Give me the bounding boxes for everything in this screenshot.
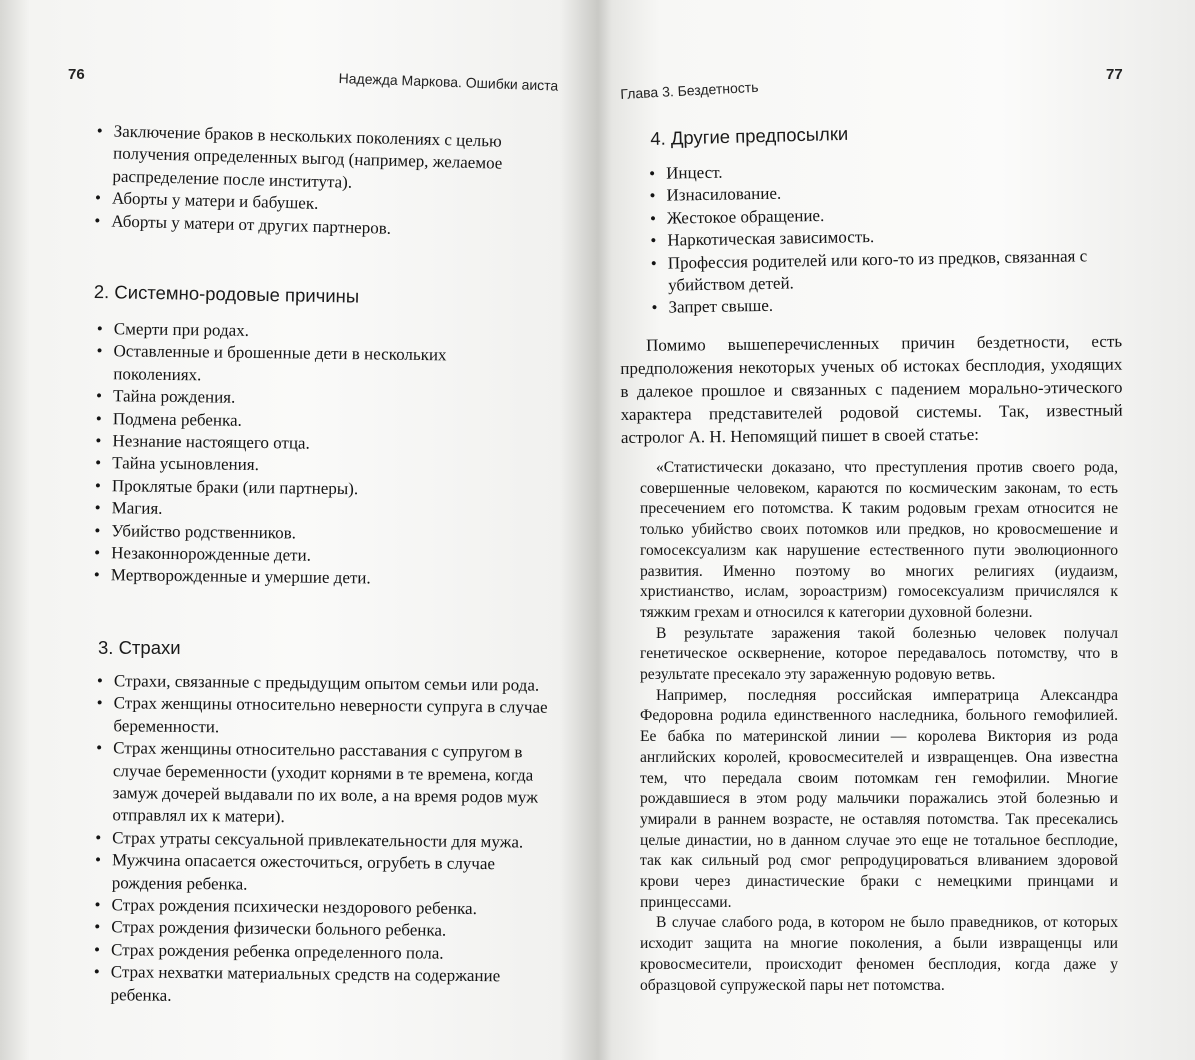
quote-paragraph: В результате заражения такой болезнью человек получал генетическое осквернение, которое передавалось потомству, что в результате пресекало эту зараженную родовую ветвь. [640,624,1118,684]
list-item: • Страх женщины относительно расставания с супругом в случае беременности (уходит корнями в те времена, когда замуж дочерей выдавали по их воле, а на время родов муж отправлял их к матери). [92,737,557,831]
section-heading-4: 4. Другие предпосылки [650,122,849,149]
quote-paragraph: В случае слабого рода, в котором не было праведников, от которых исходит защита на многие поколения, а были извращенцы или кровосмесители, происходит феномен бесплодия, когда даже у образцовой супружеской пары нет потомства. [640,914,1118,994]
list-item: • Страх рождения физически больного ребенка. [91,916,555,943]
intro-bullet-list [91,120,562,244]
list-item: • Наркотическая зависимость. [647,222,1127,253]
list-item: • Смерти при родах. [94,318,514,346]
list-item: • Страх рождения психически нездорового ребенка. [91,894,555,921]
section-heading-2: 2. Системно-родовые причины [93,281,360,307]
list-item: • Незаконнорожденные дети. [91,542,511,570]
list-item: • Страх женщины относительно неверности супруга в случае беременности. [93,692,557,742]
list-item: • Незнание настоящего отца. [92,430,512,458]
section-2-bullet-list [91,318,514,592]
running-head-left: Надежда Маркова. Ошибки аиста [338,70,559,94]
intro-paragraph: Помимо вышеперечисленных причин бездетности, есть предположения некоторых ученых об истоках бесплодия, уходящих в далекое прошлое и связанных с падением морально-этического характера представителей родовой системы. Так, известный астролог А. Н. Непомящий пишет в своей статье: [620,331,1123,447]
list-item: • Тайна усыновления. [92,452,512,480]
quote-paragraph: Например, последняя российская императрица Александра Федоровна родила единственного наследника, больного гемофилией. Ее бабка по материнской линии — королева Виктория из рода английских королей, кровосмесителей и извращенцев. Она известна тем, что передала своим потомкам ген гемофилии. Многие рождавшиеся в этом роду мальчики поражались этой болезнью и умирали в раннем возрасте, не оставляя потомства. Так пресекались целые династии, но в данном случае это еще не тотальное бесплодие, так как сильный род смог репродуцироваться вливанием здоровой крови через династические браки с немецкими принцами и принцессами. [640,686,1118,911]
list-item: • Жестокое обращение. [647,199,1127,230]
list-item: • Заключение браков в нескольких поколениях с целью получения определенных выгод (например, желаемое распределение после института). [92,120,562,199]
list-item: • Профессия родителей или кого-то из предков, связанная с убийством детей. [648,244,1129,297]
running-head-right: Глава 3. Бездетность [620,78,759,102]
page-number-left: 76 [68,66,85,83]
list-item: • Аборты у матери от других партнеров. [91,210,559,245]
list-item: • Инцест. [646,155,1126,186]
section-4-bullet-list [646,155,1129,320]
list-item: • Магия. [92,497,512,525]
list-item: • Мужчина опасается ожесточиться, огрубеть в случае рождения ребенка. [92,849,556,899]
list-item: • Подмена ребенка. [93,408,513,436]
quotation-block [640,458,1118,996]
list-item: • Мертворожденные и умершие дети. [91,564,511,592]
list-item: • Оставленные и брошенные дети в нескольких поколениях. [93,340,514,390]
list-item: • Страх утраты сексуальной привлекательности для мужа. [92,827,556,854]
right-page [600,0,1195,1060]
list-item: • Страх нехватки материальных средств на содержание ребенка. [90,961,554,1011]
quote-paragraph: «Статистически доказано, что преступления против своего рода, совершенные человеком, караются по космическим законам, то есть пресечением его потомства. К таким родовым грехам относится не только убийство своих потомков или предков, но кровосмешение и гомосексуализм как нарушение естественного пути эволюционного развития. Именно поэтому во многих религиях (иудаизм, христианство, ислам, зороастризм) гомосексуализм причислялся к тяжким грехам и относился к категории духовной болезни. [640,459,1118,621]
list-item: • Убийство родственников. [91,520,511,548]
list-item: • Аборты у матери и бабушек. [92,187,560,222]
list-item: • Запрет свыше. [648,289,1128,320]
list-item: • Страх рождения ребенка определенного пола. [91,939,555,966]
list-item: • Страхи, связанные с предыдущим опытом семьи или рода. [94,670,558,697]
section-3-bullet-list [90,670,557,1011]
list-item: • Изнасилование. [646,177,1126,208]
section-heading-3: 3. Страхи [98,637,181,658]
list-item: • Тайна рождения. [93,385,513,413]
page-number-right: 77 [1106,66,1123,83]
list-item: • Проклятые браки (или партнеры). [92,475,512,503]
